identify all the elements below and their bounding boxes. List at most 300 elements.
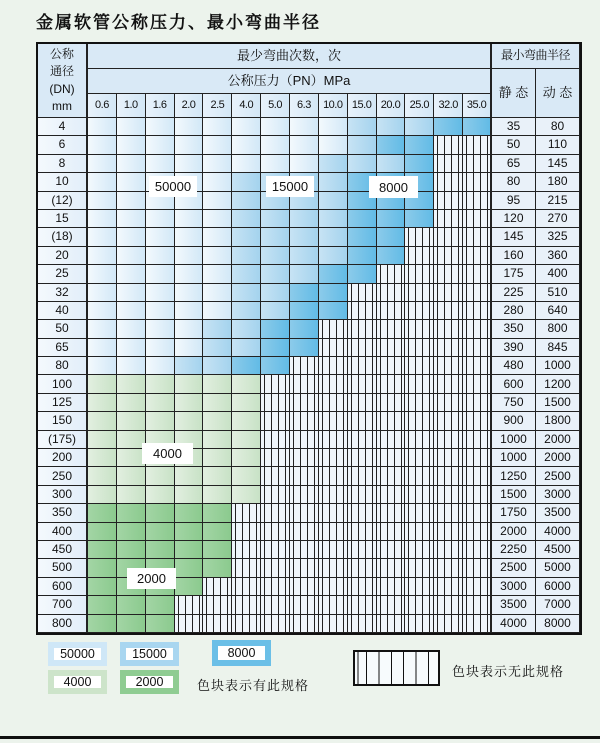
legend-swatch-2000: 2000 xyxy=(120,670,179,694)
static-radius-cell: 2250 xyxy=(492,541,536,559)
spec-cell-50000 xyxy=(203,228,232,246)
dn-cell: 200 xyxy=(38,449,88,467)
spec-cell-4000 xyxy=(146,486,175,504)
no-spec-cell xyxy=(463,210,492,228)
no-spec-cell xyxy=(434,467,463,485)
cycle-label-50000: 50000 xyxy=(149,176,197,197)
dynamic-radius-cell: 1000 xyxy=(536,357,580,375)
no-spec-cell xyxy=(290,504,319,522)
no-spec-cell xyxy=(261,412,290,430)
spec-cell-50000 xyxy=(117,192,146,210)
spec-cell-15000 xyxy=(261,284,290,302)
spec-cell-50000 xyxy=(232,118,261,136)
spec-cell-4000 xyxy=(232,449,261,467)
spec-cell-8000 xyxy=(377,210,406,228)
spec-cell-50000 xyxy=(146,247,175,265)
no-spec-cell xyxy=(261,578,290,596)
static-radius-cell: 600 xyxy=(492,375,536,393)
spec-cell-8000 xyxy=(261,357,290,375)
no-spec-cell xyxy=(377,504,406,522)
spec-cell-8000 xyxy=(405,155,434,173)
spec-cell-2000 xyxy=(146,523,175,541)
static-radius-cell: 900 xyxy=(492,412,536,430)
spec-cell-50000 xyxy=(117,284,146,302)
no-spec-cell xyxy=(232,578,261,596)
spec-cell-50000 xyxy=(261,118,290,136)
legend-swatch-50000: 50000 xyxy=(48,642,107,666)
dn-cell: 350 xyxy=(38,504,88,522)
spec-cell-4000 xyxy=(88,375,117,393)
spec-cell-4000 xyxy=(88,467,117,485)
pn-column-header: 1.0 xyxy=(117,94,146,118)
no-spec-cell xyxy=(319,357,348,375)
spec-cell-15000 xyxy=(175,357,204,375)
dn-cell: 450 xyxy=(38,541,88,559)
no-spec-cell xyxy=(319,504,348,522)
dynamic-radius-cell: 360 xyxy=(536,247,580,265)
spec-cell-4000 xyxy=(117,375,146,393)
spec-cell-8000 xyxy=(463,118,492,136)
dynamic-radius-cell: 640 xyxy=(536,302,580,320)
spec-cell-50000 xyxy=(88,357,117,375)
no-spec-cell xyxy=(405,578,434,596)
static-radius-cell: 50 xyxy=(492,136,536,154)
pn-column-header: 10.0 xyxy=(319,94,348,118)
no-spec-cell xyxy=(463,247,492,265)
spec-cell-4000 xyxy=(203,394,232,412)
spec-cell-8000 xyxy=(261,339,290,357)
no-spec-cell xyxy=(348,284,377,302)
spec-cell-8000 xyxy=(290,339,319,357)
no-spec-cell xyxy=(175,596,204,614)
header-pressure: 公称压力（PN）MPa xyxy=(88,69,492,94)
spec-cell-50000 xyxy=(175,155,204,173)
static-radius-cell: 1000 xyxy=(492,449,536,467)
no-spec-cell xyxy=(434,320,463,338)
no-spec-cell xyxy=(405,467,434,485)
spec-cell-15000 xyxy=(232,247,261,265)
spec-cell-50000 xyxy=(175,284,204,302)
pn-column-header: 0.6 xyxy=(88,94,117,118)
no-spec-cell xyxy=(405,247,434,265)
spec-cell-4000 xyxy=(88,486,117,504)
no-spec-cell xyxy=(377,320,406,338)
no-spec-cell xyxy=(348,559,377,577)
spec-cell-4000 xyxy=(232,394,261,412)
no-spec-cell xyxy=(405,523,434,541)
spec-cell-15000 xyxy=(261,302,290,320)
no-spec-cell xyxy=(290,431,319,449)
no-spec-cell xyxy=(405,412,434,430)
spec-cell-4000 xyxy=(175,486,204,504)
no-spec-cell xyxy=(434,375,463,393)
spec-cell-4000 xyxy=(203,449,232,467)
no-spec-cell xyxy=(232,559,261,577)
spec-cell-4000 xyxy=(88,449,117,467)
static-radius-cell: 3500 xyxy=(492,596,536,614)
static-radius-cell: 280 xyxy=(492,302,536,320)
spec-cell-4000 xyxy=(146,394,175,412)
spec-cell-15000 xyxy=(232,339,261,357)
no-spec-cell xyxy=(290,486,319,504)
dn-cell: 600 xyxy=(38,578,88,596)
spec-cell-50000 xyxy=(203,118,232,136)
spec-cell-15000 xyxy=(319,228,348,246)
spec-cell-2000 xyxy=(88,523,117,541)
spec-cell-2000 xyxy=(88,596,117,614)
dn-cell: 80 xyxy=(38,357,88,375)
cycle-label-2000: 2000 xyxy=(127,568,176,589)
no-spec-cell xyxy=(434,339,463,357)
spec-cell-50000 xyxy=(117,357,146,375)
no-spec-cell xyxy=(463,265,492,283)
spec-cell-2000 xyxy=(146,504,175,522)
no-spec-cell xyxy=(232,541,261,559)
spec-cell-2000 xyxy=(88,559,117,577)
spec-cell-4000 xyxy=(88,412,117,430)
static-radius-cell: 4000 xyxy=(492,615,536,633)
spec-cell-50000 xyxy=(88,265,117,283)
no-spec-cell xyxy=(290,357,319,375)
static-radius-cell: 225 xyxy=(492,284,536,302)
dn-cell: 25 xyxy=(38,265,88,283)
no-spec-cell xyxy=(405,504,434,522)
legend-no-spec-note: 色块表示无此规格 xyxy=(452,664,565,679)
no-spec-cell xyxy=(290,394,319,412)
pn-column-header: 15.0 xyxy=(348,94,377,118)
dn-cell: 250 xyxy=(38,467,88,485)
no-spec-cell xyxy=(348,339,377,357)
dn-cell: 15 xyxy=(38,210,88,228)
spec-cell-4000 xyxy=(232,412,261,430)
no-spec-cell xyxy=(319,467,348,485)
no-spec-cell xyxy=(319,615,348,633)
spec-cell-2000 xyxy=(88,615,117,633)
spec-cell-15000 xyxy=(232,192,261,210)
spec-cell-15000 xyxy=(405,118,434,136)
no-spec-cell xyxy=(319,412,348,430)
no-spec-cell xyxy=(290,559,319,577)
spec-cell-4000 xyxy=(232,431,261,449)
static-radius-cell: 3000 xyxy=(492,578,536,596)
spec-cell-8000 xyxy=(377,136,406,154)
dn-cell: 8 xyxy=(38,155,88,173)
spec-cell-8000 xyxy=(232,357,261,375)
header-dynamic: 动 态 xyxy=(536,69,580,118)
no-spec-cell xyxy=(261,596,290,614)
no-spec-cell xyxy=(377,559,406,577)
no-spec-cell xyxy=(463,467,492,485)
no-spec-cell xyxy=(405,596,434,614)
spec-cell-50000 xyxy=(117,302,146,320)
no-spec-cell xyxy=(434,394,463,412)
no-spec-cell xyxy=(463,541,492,559)
spec-cell-15000 xyxy=(232,228,261,246)
spec-cell-2000 xyxy=(88,504,117,522)
spec-cell-15000 xyxy=(348,155,377,173)
spec-cell-15000 xyxy=(232,320,261,338)
no-spec-cell xyxy=(434,486,463,504)
dn-cell: (12) xyxy=(38,192,88,210)
dynamic-radius-cell: 3000 xyxy=(536,486,580,504)
spec-cell-2000 xyxy=(117,615,146,633)
spec-cell-50000 xyxy=(203,210,232,228)
spec-cell-8000 xyxy=(348,228,377,246)
spec-cell-50000 xyxy=(175,118,204,136)
no-spec-cell xyxy=(348,486,377,504)
no-spec-cell xyxy=(261,615,290,633)
spec-cell-50000 xyxy=(146,284,175,302)
static-radius-cell: 390 xyxy=(492,339,536,357)
dynamic-radius-cell: 3500 xyxy=(536,504,580,522)
static-radius-cell: 2500 xyxy=(492,559,536,577)
no-spec-cell xyxy=(434,578,463,596)
dn-cell: (175) xyxy=(38,431,88,449)
cycle-label-8000: 8000 xyxy=(369,176,418,198)
spec-cell-8000 xyxy=(348,265,377,283)
spec-cell-50000 xyxy=(88,192,117,210)
dn-cell: 400 xyxy=(38,523,88,541)
dn-cell: 300 xyxy=(38,486,88,504)
pn-column-header: 32.0 xyxy=(434,94,463,118)
spec-cell-50000 xyxy=(175,339,204,357)
no-spec-cell xyxy=(377,541,406,559)
dn-cell: 20 xyxy=(38,247,88,265)
spec-cell-2000 xyxy=(117,596,146,614)
no-spec-cell xyxy=(348,375,377,393)
spec-cell-15000 xyxy=(377,118,406,136)
spec-cell-4000 xyxy=(203,486,232,504)
no-spec-cell xyxy=(405,375,434,393)
dynamic-radius-cell: 7000 xyxy=(536,596,580,614)
spec-cell-50000 xyxy=(88,136,117,154)
spec-cell-4000 xyxy=(203,375,232,393)
pn-column-header: 35.0 xyxy=(463,94,492,118)
dn-cell: 800 xyxy=(38,615,88,633)
spec-cell-2000 xyxy=(175,504,204,522)
dynamic-radius-cell: 400 xyxy=(536,265,580,283)
dynamic-radius-cell: 8000 xyxy=(536,615,580,633)
no-spec-cell xyxy=(348,449,377,467)
no-spec-cell xyxy=(348,615,377,633)
spec-cell-50000 xyxy=(88,339,117,357)
no-spec-cell xyxy=(463,504,492,522)
no-spec-cell xyxy=(261,541,290,559)
spec-cell-15000 xyxy=(232,302,261,320)
no-spec-cell xyxy=(290,375,319,393)
no-spec-cell xyxy=(319,596,348,614)
no-spec-cell xyxy=(463,394,492,412)
spec-cell-50000 xyxy=(146,339,175,357)
no-spec-cell xyxy=(377,302,406,320)
no-spec-cell xyxy=(434,504,463,522)
spec-cell-50000 xyxy=(88,228,117,246)
spec-cell-15000 xyxy=(319,155,348,173)
spec-cell-8000 xyxy=(319,302,348,320)
dn-cell: (18) xyxy=(38,228,88,246)
no-spec-cell xyxy=(405,228,434,246)
no-spec-cell xyxy=(348,578,377,596)
no-spec-cell xyxy=(261,467,290,485)
spec-cell-15000 xyxy=(319,192,348,210)
no-spec-cell xyxy=(348,357,377,375)
no-spec-cell xyxy=(463,136,492,154)
no-spec-cell xyxy=(261,394,290,412)
spec-cell-2000 xyxy=(117,523,146,541)
spec-cell-50000 xyxy=(88,247,117,265)
dynamic-radius-cell: 215 xyxy=(536,192,580,210)
spec-cell-50000 xyxy=(146,228,175,246)
no-spec-cell xyxy=(463,284,492,302)
spec-cell-15000 xyxy=(290,228,319,246)
no-spec-cell xyxy=(319,375,348,393)
spec-cell-4000 xyxy=(117,467,146,485)
no-spec-cell xyxy=(434,615,463,633)
no-spec-cell xyxy=(434,449,463,467)
spec-cell-4000 xyxy=(117,412,146,430)
no-spec-cell xyxy=(377,412,406,430)
no-spec-cell xyxy=(348,504,377,522)
no-spec-cell xyxy=(261,523,290,541)
spec-cell-4000 xyxy=(175,412,204,430)
spec-cell-50000 xyxy=(146,320,175,338)
no-spec-cell xyxy=(348,541,377,559)
no-spec-cell xyxy=(203,596,232,614)
no-spec-cell xyxy=(348,467,377,485)
dynamic-radius-cell: 110 xyxy=(536,136,580,154)
dn-cell: 100 xyxy=(38,375,88,393)
no-spec-cell xyxy=(434,357,463,375)
bottom-rule xyxy=(0,736,600,739)
spec-cell-8000 xyxy=(319,284,348,302)
spec-cell-4000 xyxy=(146,412,175,430)
no-spec-cell xyxy=(377,467,406,485)
spec-cell-2000 xyxy=(146,596,175,614)
spec-cell-4000 xyxy=(175,394,204,412)
dynamic-radius-cell: 1500 xyxy=(536,394,580,412)
spec-cell-8000 xyxy=(405,136,434,154)
spec-cell-2000 xyxy=(203,541,232,559)
no-spec-cell xyxy=(405,394,434,412)
no-spec-cell xyxy=(232,615,261,633)
no-spec-cell xyxy=(434,596,463,614)
static-radius-cell: 120 xyxy=(492,210,536,228)
no-spec-cell xyxy=(290,615,319,633)
no-spec-cell xyxy=(319,541,348,559)
no-spec-cell xyxy=(290,449,319,467)
dynamic-radius-cell: 270 xyxy=(536,210,580,228)
spec-cell-50000 xyxy=(146,136,175,154)
no-spec-cell xyxy=(348,320,377,338)
header-dn-line: mm xyxy=(52,98,72,113)
dynamic-radius-cell: 180 xyxy=(536,173,580,191)
cycle-label-4000: 4000 xyxy=(142,443,193,464)
dynamic-radius-cell: 325 xyxy=(536,228,580,246)
legend-has-spec-note: 色块表示有此规格 xyxy=(197,678,310,693)
static-radius-cell: 1750 xyxy=(492,504,536,522)
no-spec-cell xyxy=(434,541,463,559)
no-spec-cell xyxy=(203,615,232,633)
no-spec-cell xyxy=(434,136,463,154)
no-spec-cell xyxy=(405,486,434,504)
spec-cell-50000 xyxy=(175,210,204,228)
spec-cell-50000 xyxy=(203,136,232,154)
pn-column-header: 4.0 xyxy=(232,94,261,118)
no-spec-cell xyxy=(463,523,492,541)
spec-cell-8000 xyxy=(261,320,290,338)
no-spec-cell xyxy=(463,173,492,191)
no-spec-cell xyxy=(434,302,463,320)
spec-cell-50000 xyxy=(117,173,146,191)
legend-swatch-8000: 8000 xyxy=(212,640,271,666)
spec-cell-50000 xyxy=(175,265,204,283)
no-spec-cell xyxy=(290,467,319,485)
spec-cell-4000 xyxy=(88,394,117,412)
no-spec-cell xyxy=(405,431,434,449)
dynamic-radius-cell: 4000 xyxy=(536,523,580,541)
dn-cell: 125 xyxy=(38,394,88,412)
static-radius-cell: 65 xyxy=(492,155,536,173)
pn-column-header: 25.0 xyxy=(405,94,434,118)
no-spec-cell xyxy=(463,302,492,320)
dn-cell: 65 xyxy=(38,339,88,357)
header-dn-line: (DN) xyxy=(49,81,75,96)
no-spec-cell xyxy=(319,523,348,541)
no-spec-cell xyxy=(290,541,319,559)
spec-cell-50000 xyxy=(88,155,117,173)
no-spec-cell xyxy=(434,228,463,246)
spec-cell-50000 xyxy=(88,302,117,320)
spec-cell-4000 xyxy=(232,486,261,504)
no-spec-cell xyxy=(405,302,434,320)
spec-cell-50000 xyxy=(88,118,117,136)
spec-cell-50000 xyxy=(117,136,146,154)
spec-cell-15000 xyxy=(261,210,290,228)
no-spec-cell xyxy=(463,615,492,633)
header-dn-line: 通径 xyxy=(49,64,74,79)
spec-cell-4000 xyxy=(117,486,146,504)
dn-cell: 150 xyxy=(38,412,88,430)
no-spec-cell xyxy=(463,375,492,393)
no-spec-cell xyxy=(434,412,463,430)
spec-cell-15000 xyxy=(377,155,406,173)
legend-swatch-4000: 4000 xyxy=(48,670,107,694)
spec-cell-4000 xyxy=(203,412,232,430)
spec-cell-50000 xyxy=(88,284,117,302)
no-spec-cell xyxy=(463,596,492,614)
dn-cell: 500 xyxy=(38,559,88,577)
spec-cell-4000 xyxy=(175,375,204,393)
spec-cell-50000 xyxy=(88,320,117,338)
spec-cell-50000 xyxy=(203,155,232,173)
spec-cell-50000 xyxy=(117,118,146,136)
spec-cell-4000 xyxy=(232,467,261,485)
spec-cell-15000 xyxy=(232,173,261,191)
pn-column-header: 5.0 xyxy=(261,94,290,118)
spec-cell-2000 xyxy=(203,523,232,541)
no-spec-cell xyxy=(463,559,492,577)
spec-cell-2000 xyxy=(203,504,232,522)
no-spec-cell xyxy=(377,265,406,283)
legend-swatch-15000: 15000 xyxy=(120,642,179,666)
spec-cell-8000 xyxy=(348,210,377,228)
spec-cell-2000 xyxy=(203,559,232,577)
no-spec-cell xyxy=(405,320,434,338)
spec-cell-8000 xyxy=(290,302,319,320)
spec-cell-2000 xyxy=(117,541,146,559)
spec-cell-15000 xyxy=(319,247,348,265)
spec-cell-50000 xyxy=(175,136,204,154)
